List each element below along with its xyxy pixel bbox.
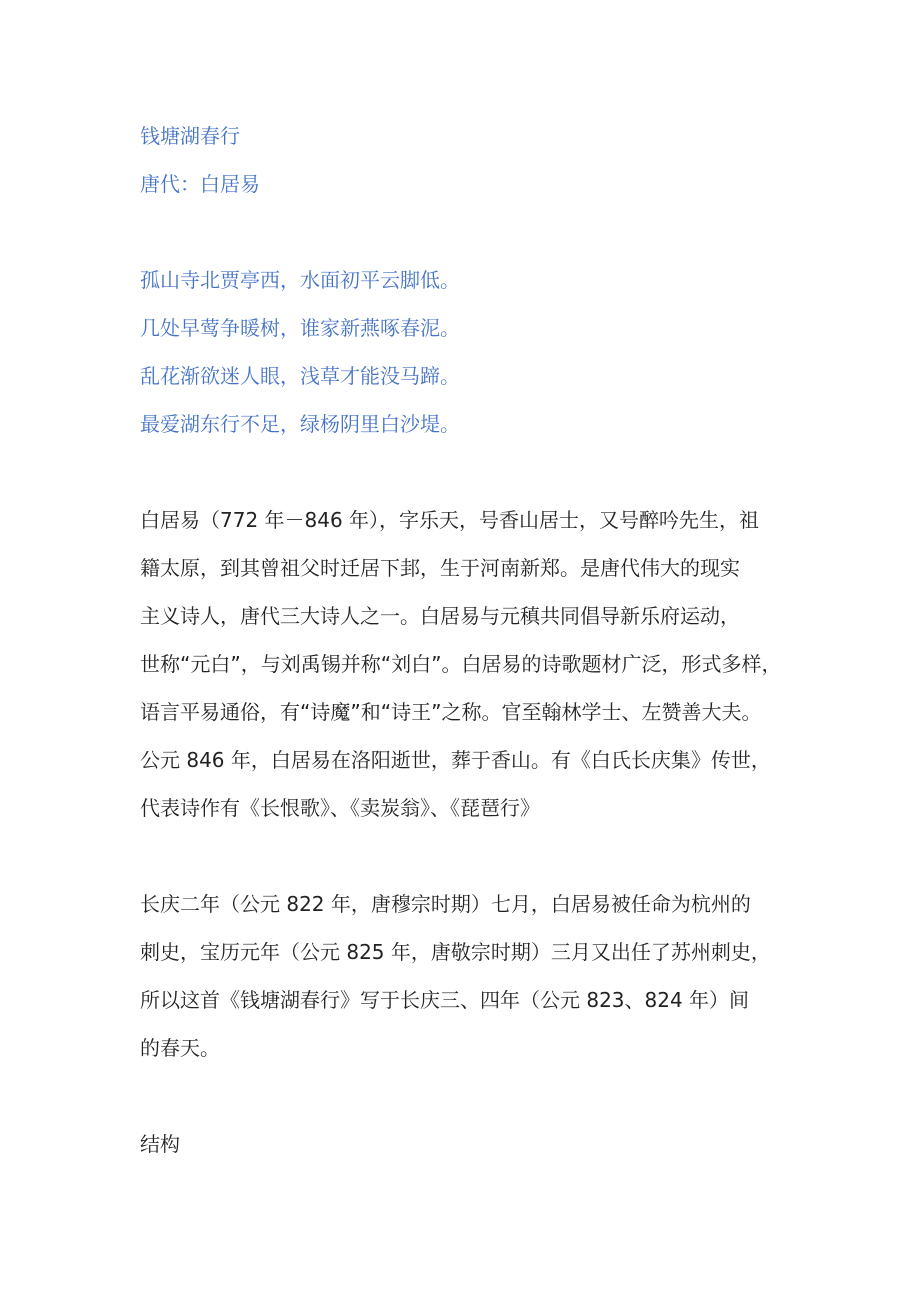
- paragraph-line: 所以这首《钱塘湖春行》写于长庆三、四年（公元 823、824 年）间: [140, 988, 750, 1012]
- section-heading: 结构: [140, 1132, 180, 1156]
- structure-section: [140, 1120, 800, 1168]
- poem-line: 最爱湖东行不足，绿杨阴里白沙堤。: [140, 412, 460, 436]
- spacer: [140, 832, 800, 880]
- spacer: [140, 1072, 800, 1120]
- paragraph-line: 世称“元白”，与刘禹锡并称“刘白”。白居易的诗歌题材广泛，形式多样，: [140, 652, 782, 676]
- background-paragraph: [140, 880, 800, 1072]
- poem-line: 几处早莺争暖树，谁家新燕啄春泥。: [140, 316, 460, 340]
- poem-title: 钱塘湖春行: [140, 124, 240, 148]
- paragraph-line: 公元 846 年，白居易在洛阳逝世，葬于香山。有《白氏长庆集》传世，: [140, 748, 771, 772]
- paragraph-line: 长庆二年（公元 822 年，唐穆宗时期）七月，白居易被任命为杭州的: [140, 892, 751, 916]
- biography-paragraph: [140, 496, 800, 832]
- paragraph-line: 的春天。: [140, 1036, 220, 1060]
- poem-body: [140, 256, 800, 448]
- paragraph-line: 主义诗人，唐代三大诗人之一。白居易与元稹共同倡导新乐府运动，: [140, 604, 740, 628]
- spacer: [140, 448, 800, 496]
- poem-line: 孤山寺北贾亭西，水面初平云脚低。: [140, 268, 460, 292]
- paragraph-line: 语言平易通俗，有“诗魔”和“诗王”之称。官至翰林学士、左赞善大夫。: [140, 700, 762, 724]
- poem-line: 乱花渐欲迷人眼，浅草才能没马蹄。: [140, 364, 460, 388]
- paragraph-line: 刺史，宝历元年（公元 825 年，唐敬宗时期）三月又出任了苏州刺史，: [140, 940, 771, 964]
- paragraph-line: 代表诗作有《长恨歌》、《卖炭翁》、《琵琶行》: [140, 796, 540, 820]
- document-page: [140, 112, 800, 1168]
- paragraph-line: 籍太原，到其曾祖父时迁居下邽，生于河南新郑。是唐代伟大的现实: [140, 556, 740, 580]
- poem-author: 唐代：白居易: [140, 172, 260, 196]
- paragraph-line: 白居易（772 年－846 年），字乐天，号香山居士，又号醉吟先生，祖: [140, 508, 760, 532]
